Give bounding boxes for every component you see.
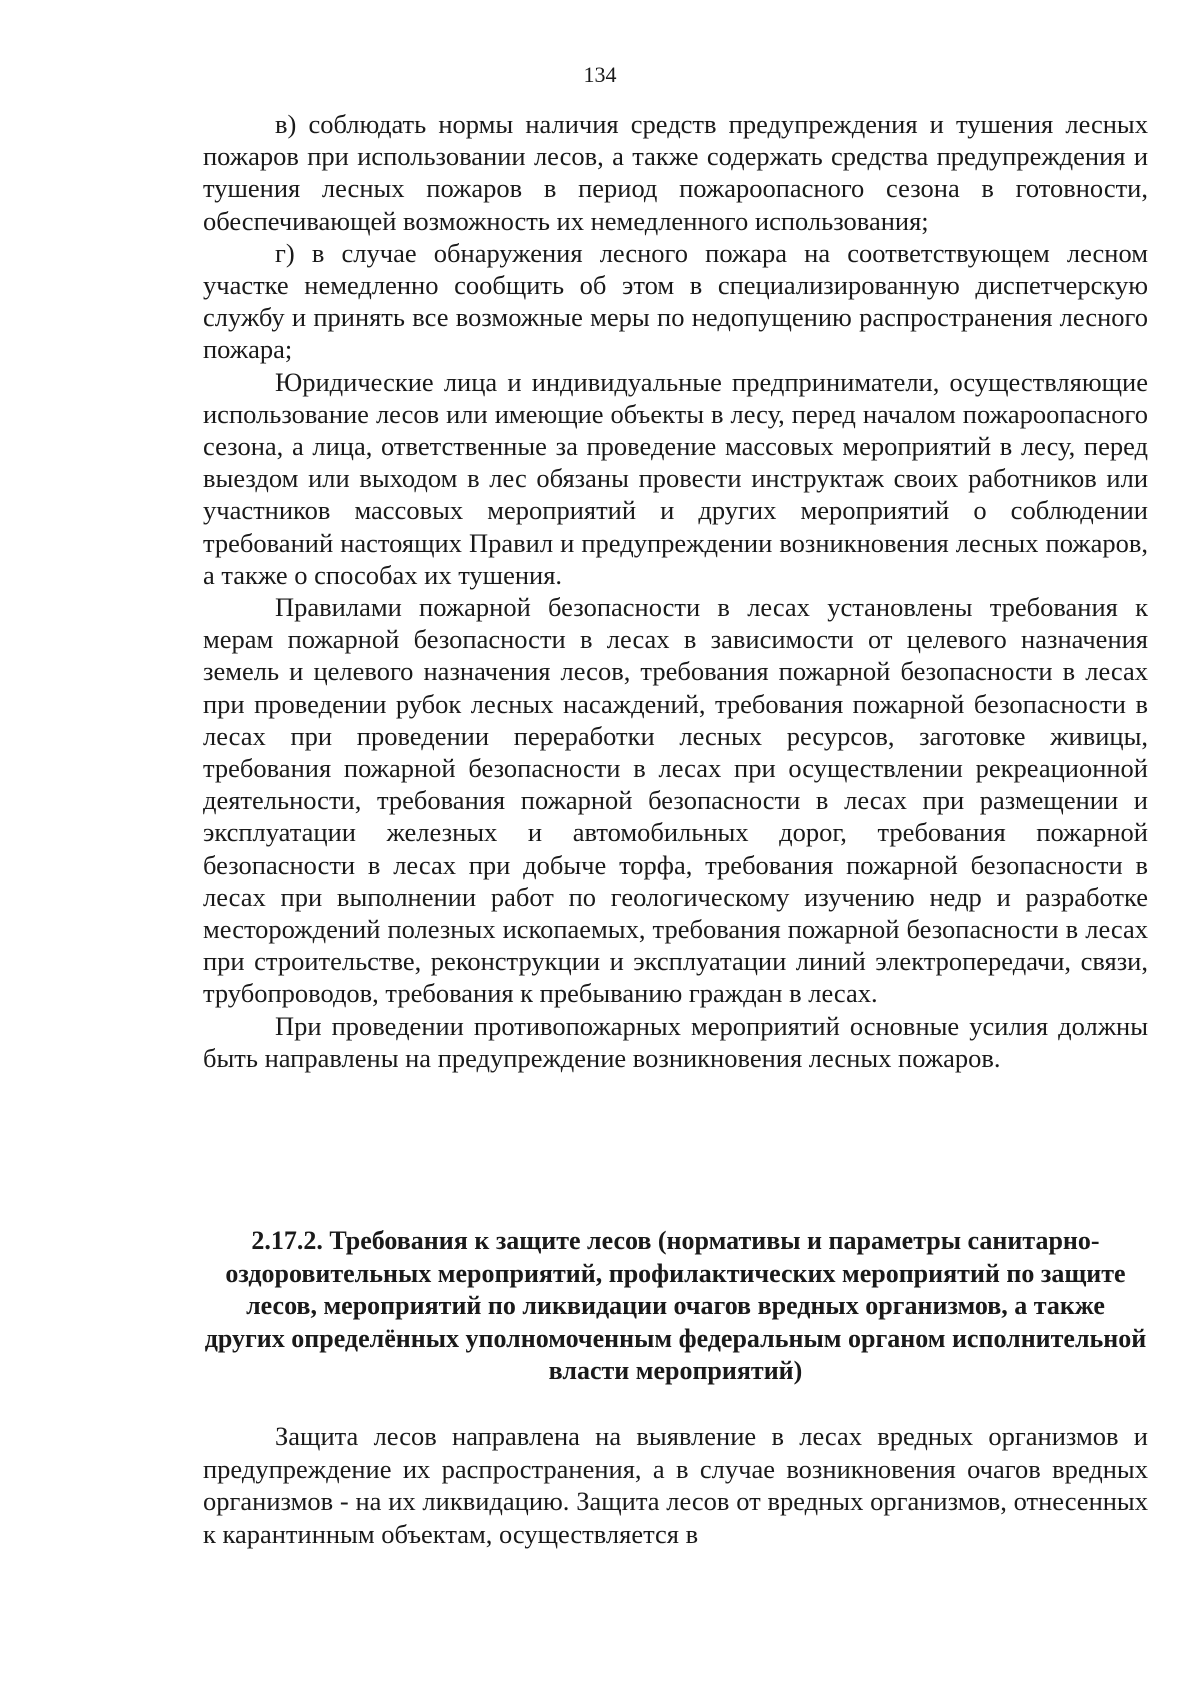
body-text-continued bbox=[203, 1420, 1148, 1550]
paragraph-forest-protection: Защита лесов направлена на выявление в лесах вредных организмов и предупреждение их распространения, а в случае возникновения очагов вредных организмов - на их ликвидацию. Защита лесов от вредных организмов, отнесенных к карантинным объектам, осуществляется в bbox=[203, 1421, 1148, 1549]
section-heading: 2.17.2. Требования к защите лесов (нормативы и параметры санитарно-оздоровительных мероприятий, профилактических мероприятий по защите лесов, мероприятий по ликвидации очагов вредных организмов, а также других определённых уполномоченным федеральным органом исполнительной власти мероприятий) bbox=[204, 1226, 1147, 1385]
page-number: 134 bbox=[583, 62, 617, 87]
paragraph-item-v: в) соблюдать нормы наличия средств предупреждения и тушения лесных пожаров при использовании лесов, а также содержать средства предупреждения и тушения лесных пожаров в период пожароопасного сезона в готовности, обеспечивающей возможность их немедленного использования; bbox=[203, 109, 1148, 236]
paragraph-fire-rules: Правилами пожарной безопасности в лесах установлены требования к мерам пожарной безопасности в лесах в зависимости от целевого назначения земель и целевого назначения лесов, требования пожарной безопасности в лесах при проведении рубок лесных насаждений, требования пожарной безопасности в лесах при проведении переработки лесных ресурсов, заготовке живицы, требования пожарной безопасности в лесах при осуществлении рекреационной деятельности, требования пожарной безопасности в лесах при размещении и эксплуатации железных и автомобильных дорог, требования пожарной безопасности в лесах при добыче торфа, требования пожарной безопасности в лесах при выполнении работ по геологическому изучению недр и разработке месторождений полезных ископаемых, требования пожарной безопасности в лесах при строительстве, реконструкции и эксплуатации линий электропередачи, связи, трубопроводов, требования к пребыванию граждан в лесах. bbox=[203, 592, 1148, 1009]
paragraph-briefing: Юридические лица и индивидуальные предприниматели, осуществляющие использование лесов или имеющие объекты в лесу, перед началом пожароопасного сезона, а лица, ответственные за проведение массовых мероприятий в лесу, перед выездом или выходом в лес обязаны провести инструктаж своих работников или участников массовых мероприятий и других мероприятий о соблюдении требований настоящих Правил и предупреждении возникновения лесных пожаров, а также о способах их тушения. bbox=[203, 366, 1148, 590]
paragraph-item-g: г) в случае обнаружения лесного пожара на соответствующем лесном участке немедленно сообщить об этом в специализированную диспетчерскую службу и принять все возможные меры по недопущению распространения лесного пожара; bbox=[203, 237, 1148, 365]
body-text bbox=[203, 108, 1148, 1074]
paragraph-prevention: При проведении противопожарных мероприятий основные усилия должны быть направлены на предупреждение возникновения лесных пожаров. bbox=[203, 1010, 1148, 1073]
